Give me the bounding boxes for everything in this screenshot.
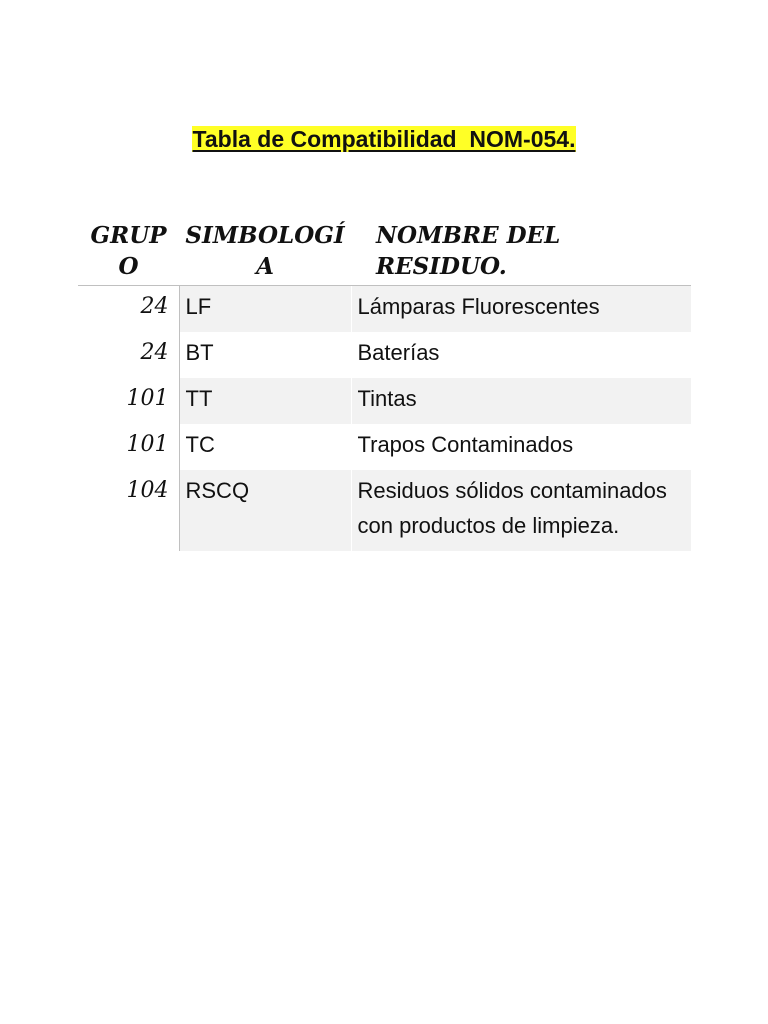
cell-nombre: Tintas: [351, 378, 691, 424]
cell-nombre: Lámparas Fluorescentes: [351, 286, 691, 333]
cell-simbologia: BT: [179, 332, 351, 378]
cell-simbologia: TC: [179, 424, 351, 470]
cell-simbologia: TT: [179, 378, 351, 424]
header-grupo: GRUPO: [78, 218, 179, 286]
cell-grupo: 104: [78, 470, 179, 551]
header-nombre: NOMBRE DEL RESIDUO.: [351, 218, 691, 286]
table-row: [78, 470, 691, 551]
table-row: [78, 424, 691, 470]
cell-grupo: 101: [78, 378, 179, 424]
compatibility-table-grid: [78, 218, 691, 551]
cell-simbologia: RSCQ: [179, 470, 351, 551]
cell-grupo: 101: [78, 424, 179, 470]
table-row: [78, 286, 691, 333]
table-header-row: [78, 218, 691, 286]
cell-grupo: 24: [78, 332, 179, 378]
cell-simbologia: LF: [179, 286, 351, 333]
table-row: [78, 378, 691, 424]
cell-nombre: Baterías: [357, 340, 440, 365]
header-simbologia: SIMBOLOGÍA: [179, 218, 351, 286]
cell-grupo: 24: [78, 286, 179, 333]
document-title: [0, 124, 768, 154]
cell-nombre: Residuos sólidos contaminados con productos de limpieza.: [351, 470, 691, 551]
cell-nombre: Trapos Contaminados: [357, 432, 574, 457]
table-row: [78, 332, 691, 378]
compatibility-table: [78, 218, 691, 551]
document-title-text: Tabla de Compatibilidad NOM-054.: [192, 126, 576, 152]
